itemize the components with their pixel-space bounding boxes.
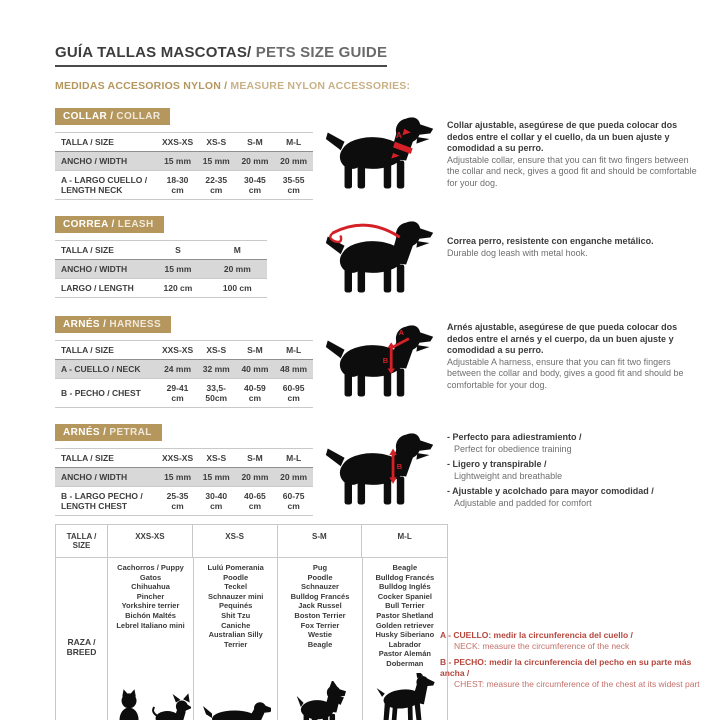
petral-badge-es: ARNÉS / [63, 427, 107, 438]
breed-col-s-m [278, 558, 362, 720]
breed-item: Beagle [392, 563, 418, 572]
breed-item: Chihuahua [131, 582, 170, 592]
cell: 20 mm [274, 468, 313, 487]
breed-item: Schnauzer [301, 582, 339, 592]
harness-size-table [55, 340, 313, 408]
bullet-en: Perfect for obedience training [454, 443, 572, 454]
svg-text:B: B [382, 355, 389, 365]
breed-item: Doberman [386, 658, 424, 668]
breed-item: Bulldog Francés [290, 591, 350, 601]
collar-badge [55, 108, 170, 125]
row-label: A - LARGO CUELLO / LENGTH NECK [55, 171, 158, 200]
col-header: TALLA / SIZE [55, 241, 148, 260]
breed-item: Beagle [307, 639, 333, 649]
col-header: XS-S [197, 449, 236, 468]
col-header: XXS-XS [108, 525, 193, 558]
cell: 60-75 cm [274, 487, 313, 516]
petral-bullet [447, 486, 699, 509]
breed-list [110, 563, 191, 630]
breed-item: Bulldog Francés [375, 572, 435, 582]
table-header-row [55, 133, 313, 152]
breed-item: Cachorros / Puppy [117, 563, 184, 572]
note-neck-es: A - CUELLO: medir la circunferencia del cuello / [440, 630, 633, 640]
collar-badge-es: COLLAR / [63, 111, 114, 122]
breed-item: Yorkshire terrier [121, 601, 180, 611]
row-label: B - PECHO / CHEST [55, 379, 158, 408]
harness-section [55, 314, 700, 408]
col-header: S-M [278, 525, 363, 558]
leash-badge [55, 216, 164, 233]
bullet-es: - Ligero y transpirable / [447, 459, 547, 469]
cell: 24 mm [158, 360, 197, 379]
col-header: S-M [236, 449, 275, 468]
breed-col-xxs-xs [108, 558, 194, 720]
schnauzer-icon [294, 681, 346, 720]
svg-text:A: A [398, 327, 405, 337]
petral-section [55, 422, 700, 516]
breed-item: Pug [312, 563, 328, 572]
petral-description [447, 422, 699, 516]
cell: 15 mm [158, 152, 197, 171]
cell: 29-41 cm [158, 379, 197, 408]
cell: 20 mm [236, 468, 275, 487]
petral-table-block [55, 422, 313, 516]
note-neck-en: NECK: measure the circumference of the neck [454, 641, 630, 651]
breed-list [365, 563, 445, 669]
bullet-en: Adjustable and padded for comfort [454, 497, 592, 508]
measurement-notes [440, 630, 708, 695]
harness-dog-illustration [319, 314, 441, 408]
collar-desc-en: Adjustable collar, ensure that you can fit two fingers between the collar and neck, gives a good fit and should be comfortable for your dog. [447, 154, 697, 188]
cell: 25-35 cm [158, 487, 197, 516]
dog-petral-icon [324, 426, 436, 512]
page-subtitle-en: MEASURE NYLON ACCESSORIES: [230, 80, 411, 92]
table-row [55, 468, 313, 487]
col-header: TALLA / SIZE [55, 133, 158, 152]
note-chest [440, 657, 708, 690]
breed-item: Bull Terrier [385, 601, 425, 611]
page-subtitle-es: MEDIDAS ACCESORIOS NYLON / [55, 80, 228, 92]
silhouettes-s-m [280, 677, 359, 720]
row-label: ANCHO / WIDTH [55, 468, 158, 487]
breed-col-xs-s [194, 558, 278, 720]
col-header: TALLA / SIZE [56, 525, 108, 558]
table-header-row [55, 341, 313, 360]
petral-dog-illustration [319, 422, 441, 516]
table-row [55, 360, 313, 379]
row-label: ANCHO / WIDTH [55, 152, 158, 171]
cell: 40-65 cm [236, 487, 275, 516]
collar-dog-illustration [319, 106, 441, 200]
silhouettes-xxs-xs [110, 685, 191, 720]
cell: 35-55 cm [274, 171, 313, 200]
table-row [55, 171, 313, 200]
cell: 120 cm [148, 279, 207, 298]
leash-badge-en: LEASH [117, 219, 154, 230]
breed-item: Jack Russel [298, 601, 342, 611]
col-header: XS-S [197, 133, 236, 152]
page-subtitle [55, 80, 700, 92]
page-title-es: GUÍA TALLAS MASCOTAS/ [55, 44, 252, 61]
dog-collar-icon [324, 110, 436, 196]
cell: 33,5-50cm [197, 379, 236, 408]
col-header: XXS-XS [158, 133, 197, 152]
breed-item: Fox Terrier [300, 620, 340, 630]
cell: 15 mm [148, 260, 207, 279]
table-header-row [55, 449, 313, 468]
col-header: M-L [274, 133, 313, 152]
chihuahua-icon [149, 693, 191, 720]
breed-item: Lulú Pomerania [207, 563, 264, 572]
row-label: B - LARGO PECHO / LENGTH CHEST [55, 487, 158, 516]
leash-section [55, 214, 700, 300]
breed-item: Cocker Spaniel [377, 591, 432, 601]
page-title [55, 44, 387, 67]
col-header: XS-S [197, 341, 236, 360]
cell: 40 mm [236, 360, 275, 379]
collar-section [55, 106, 700, 200]
note-chest-es: B - PECHO: medir la circunferencia del pecho en su parte más ancha / [440, 657, 692, 678]
leash-desc-en: Durable dog leash with metal hook. [447, 247, 588, 258]
col-header: TALLA / SIZE [55, 341, 158, 360]
cell: 60-95 cm [274, 379, 313, 408]
breed-item: Boston Terrier [294, 610, 346, 620]
breed-item: Westie [307, 630, 333, 640]
col-header: M-L [274, 341, 313, 360]
cell: 32 mm [197, 360, 236, 379]
col-header: S [148, 241, 207, 260]
breed-item: Caniche [221, 620, 251, 630]
dog-leash-icon [324, 214, 436, 300]
note-neck [440, 630, 708, 652]
collar-badge-en: COLLAR [116, 111, 161, 122]
col-header: TALLA / SIZE [55, 449, 158, 468]
harness-desc-es: Arnés ajustable, asegúrese de que pueda colocar dos dedos entre el arnés y el cuerpo, da un buen ajuste y comodidad a su perro. [447, 322, 678, 355]
svg-text:B: B [396, 462, 403, 471]
collar-table-block [55, 106, 313, 200]
breed-item: Australian Silly Terrier [208, 630, 263, 649]
doberman-icon [374, 673, 436, 720]
breed-item: Bichón Maltés [125, 610, 176, 620]
cell: 30-45 cm [236, 171, 275, 200]
silhouettes-m-l [365, 669, 445, 720]
breed-table-body [56, 558, 447, 720]
harness-badge [55, 316, 171, 333]
harness-table-block [55, 314, 313, 408]
breed-col-m-l [363, 558, 447, 720]
cell: 22-35 cm [197, 171, 236, 200]
petral-bullet [447, 432, 699, 455]
note-chest-en: CHEST: measure the circumference of the chest at its widest part [454, 679, 700, 689]
harness-description [447, 314, 699, 408]
harness-badge-es: ARNÉS / [63, 319, 107, 330]
breed-item: Pequinés [218, 601, 253, 611]
collar-size-table [55, 132, 313, 200]
breed-table [55, 524, 448, 720]
table-row [55, 152, 313, 171]
col-header: M-L [274, 449, 313, 468]
breed-list [280, 563, 359, 649]
leash-description [447, 214, 699, 300]
cell: 15 mm [197, 152, 236, 171]
breed-item: Pastor Shetland [376, 610, 434, 620]
cell: 20 mm [274, 152, 313, 171]
cell: 15 mm [197, 468, 236, 487]
cell: 15 mm [158, 468, 197, 487]
petral-badge [55, 424, 162, 441]
breed-item: Golden retriever [375, 620, 434, 630]
breed-item: Shit Tzu [221, 610, 251, 620]
col-header: M-L [362, 525, 447, 558]
cell: 100 cm [208, 279, 267, 298]
col-header: M [208, 241, 267, 260]
page-title-en: PETS SIZE GUIDE [255, 44, 388, 61]
col-header: XXS-XS [158, 449, 197, 468]
cell: 20 mm [236, 152, 275, 171]
breed-item: Teckel [224, 582, 248, 592]
table-row [55, 279, 267, 298]
row-label: LARGO / LENGTH [55, 279, 148, 298]
breed-item: Poodle [223, 572, 249, 582]
cell: 40-59 cm [236, 379, 275, 408]
row-label: ANCHO / WIDTH [55, 260, 148, 279]
petral-bullet [447, 459, 699, 482]
cell: 20 mm [208, 260, 267, 279]
petral-size-table [55, 448, 313, 516]
leash-table-block [55, 214, 313, 300]
raza-breed-label: RAZA / BREED [56, 558, 108, 720]
collar-description [447, 106, 699, 200]
cell: 18-30 cm [158, 171, 197, 200]
breed-item: Schnauzer mini [207, 591, 264, 601]
table-row [55, 487, 313, 516]
cat-icon [110, 689, 144, 720]
silhouettes-xs-s [196, 693, 275, 720]
breed-table-header [56, 525, 447, 558]
bullet-en: Lightweight and breathable [454, 470, 563, 481]
harness-badge-en: HARNESS [109, 319, 162, 330]
table-row [55, 260, 267, 279]
svg-text:A: A [395, 130, 402, 141]
breed-item: Gatos [139, 572, 162, 582]
petral-badge-en: PETRAL [109, 427, 152, 438]
leash-badge-es: CORREA / [63, 219, 115, 230]
table-header-row [55, 241, 267, 260]
leash-desc-es: Correa perro, resistente con enganche metálico. [447, 236, 654, 246]
dog-harness-icon [324, 318, 436, 404]
dachshund-icon [201, 697, 271, 720]
leash-size-table [55, 240, 267, 298]
breed-item: Husky Siberiano [375, 630, 435, 640]
breed-item: Lebrel Italiano mini [116, 620, 185, 630]
breed-item: Labrador [388, 639, 422, 649]
leash-dog-illustration [319, 214, 441, 300]
collar-desc-es: Collar ajustable, asegúrese de que pueda colocar dos dedos entre el collar y el cuello, da un buen ajuste y comodidad a su perro. [447, 120, 678, 153]
bullet-es: - Perfecto para adiestramiento / [447, 432, 582, 442]
breed-item: Pastor Alemán [378, 649, 431, 659]
col-header: XXS-XS [158, 341, 197, 360]
col-header: S-M [236, 133, 275, 152]
cell: 30-40 cm [197, 487, 236, 516]
breed-item: Pincher [136, 591, 165, 601]
breed-item: Poodle [307, 572, 333, 582]
breed-list [196, 563, 275, 649]
col-header: XS-S [193, 525, 278, 558]
harness-desc-en: Adjustable A harness, ensure that you can fit two fingers between the collar and body, gives a good fit and should be comfortable for your dog. [447, 356, 684, 390]
bullet-es: - Ajustable y acolchado para mayor comodidad / [447, 486, 654, 496]
col-header: S-M [236, 341, 275, 360]
table-row [55, 379, 313, 408]
row-label: A - CUELLO / NECK [55, 360, 158, 379]
cell: 48 mm [274, 360, 313, 379]
breed-item: Bulldog Inglés [378, 582, 431, 592]
